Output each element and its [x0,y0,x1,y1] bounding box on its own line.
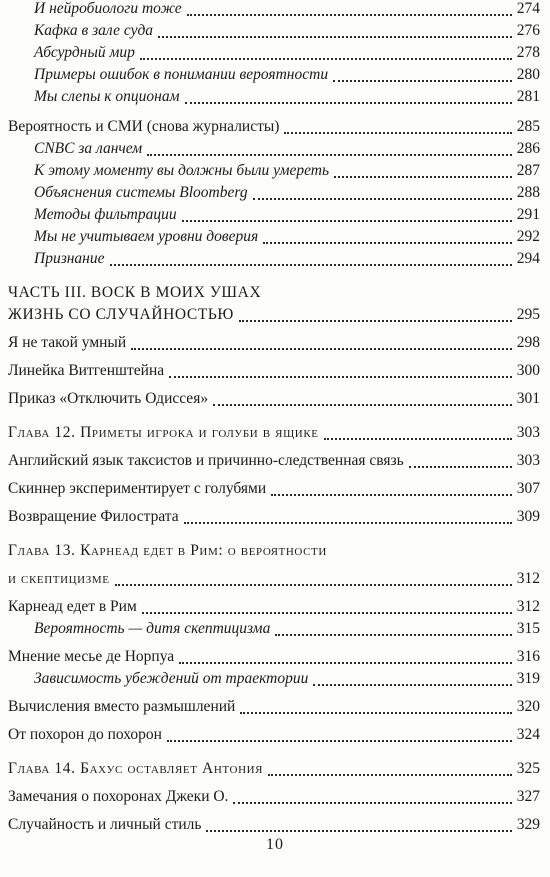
toc-entry [0,388,550,410]
toc-subsection-title: Мы слепы к опционам [34,86,183,108]
toc-entry [0,758,550,780]
toc-subsection-title: Признание [34,248,108,270]
toc-entry [0,0,550,20]
toc-subsection-title: CNBC за ланчем [34,138,145,160]
dot-leader [334,176,512,178]
dot-leader [187,14,512,16]
toc-entry [0,304,550,326]
toc-entry [0,786,550,808]
dot-leader [169,376,512,378]
dot-leader [233,802,511,804]
dot-leader [158,36,512,38]
toc-page-number: 301 [514,388,540,410]
toc-section-title: Скиннер экспериментирует с голубями [8,478,269,500]
toc-subsection-title: Мы не учитываем уровни доверия [34,226,261,248]
toc-section-title: Возвращение Филострата [8,506,182,528]
dot-leader [184,522,512,524]
dot-leader [263,242,512,244]
toc-entry [0,138,550,160]
dot-leader [271,494,512,496]
dot-leader [213,404,512,406]
toc-page-number: 276 [514,20,540,42]
dot-leader [185,102,512,104]
toc-section-title: Английский язык таксистов и причинно-следственная связь [8,450,407,472]
dot-leader [131,348,512,350]
toc-entry [0,332,550,354]
dot-leader [206,830,511,832]
toc-chapter-title: Глава 12. Приметы игрока и голуби в ящике [8,422,322,444]
toc-entry [0,540,550,562]
dot-leader [147,154,512,156]
toc-entry [0,160,550,182]
toc-subsection-title: К этому моменту вы должны были умереть [34,160,332,182]
toc-entry [0,248,550,270]
dot-leader [115,584,512,586]
dot-leader [142,612,512,614]
toc-entry [0,204,550,226]
toc-entry [0,360,550,382]
toc-section-title: Линейка Витгенштейна [8,360,167,382]
toc-entry [0,618,550,640]
dot-leader [240,712,511,714]
toc-section-title: Случайность и личный стиль [8,814,204,836]
toc-page-number: 320 [514,696,540,718]
toc-subsection-title: Зависимость убеждений от траектории [34,668,311,690]
toc-entry [0,42,550,64]
page-number: 10 [266,836,284,853]
dot-leader [140,58,512,60]
toc-page-number: 292 [514,226,540,248]
dot-leader [324,438,512,440]
dot-leader [182,220,512,222]
toc-page-number: 325 [514,758,540,780]
dot-leader [110,264,512,266]
toc-page-number: 298 [514,332,540,354]
dot-leader [313,684,511,686]
toc-page-number: 285 [514,116,540,138]
toc-section-title: От похорон до похорон [8,724,165,746]
toc-page-number: 274 [514,0,540,20]
toc-entry [0,646,550,668]
toc-entry [0,596,550,618]
toc-subsection-title: Методы фильтрации [34,204,180,226]
toc-subsection-title: И нейробиологи тоже [34,0,185,20]
toc-page-number: 281 [514,86,540,108]
toc-entry [0,182,550,204]
toc-page-number: 307 [514,478,540,500]
dot-leader [253,198,512,200]
toc-page-number: 312 [514,568,540,590]
toc-subsection-title: Абсурдный мир [34,42,138,64]
toc-page-number: 280 [514,64,540,86]
toc-section-title: Мнение месье де Норпуа [8,646,177,668]
toc-entry [0,422,550,444]
toc-page-number: 316 [514,646,540,668]
toc-subsection-title: Объяснения системы Bloomberg [34,182,251,204]
toc-page-number: 327 [514,786,540,808]
toc-entry [0,226,550,248]
dot-leader [268,774,512,776]
toc-subsection-title: Кафка в зале суда [34,20,156,42]
toc-page-number: 295 [514,304,540,326]
dot-leader [239,320,512,322]
dot-leader [333,80,512,82]
toc-entry [0,478,550,500]
dot-leader [409,466,512,468]
toc-section-title: Приказ «Отключить Одиссея» [8,388,211,410]
toc-page-number: 300 [514,360,540,382]
toc-page-number: 312 [514,596,540,618]
toc-page-number: 291 [514,204,540,226]
toc-part-title: ЖИЗНЬ СО СЛУЧАЙНОСТЬЮ [8,304,237,326]
toc-page-number: 286 [514,138,540,160]
toc-entry [0,450,550,472]
toc-page-number: 288 [514,182,540,204]
toc-section-title: Карнеад едет в Рим [8,596,140,618]
toc-section-title: Я не такой умный [8,332,129,354]
toc-section-title: Вычисления вместо размышлений [8,696,238,718]
toc-page-number: 329 [514,814,540,836]
toc-chapter-title: Глава 14. Бахус оставляет Антония [8,758,266,780]
toc-section-title: Замечания о похоронах Джеки О. [8,786,231,808]
toc-page-number: 319 [514,668,540,690]
toc-subsection-title: Примеры ошибок в понимании вероятности [34,64,331,86]
toc-entry [0,64,550,86]
toc-entry [0,86,550,108]
toc-chapter-title: и скептицизме [8,568,113,590]
toc-entry [0,724,550,746]
toc-entry [0,116,550,138]
toc-part-title: ЧАСТЬ III. ВОСК В МОИХ УШАХ [8,282,264,304]
toc-entry [0,568,550,590]
toc-entry [0,506,550,528]
toc-subsection-title: Вероятность — дитя скептицизма [34,618,273,640]
dot-leader [284,132,511,134]
dot-leader [167,740,512,742]
toc-page-number: 324 [514,724,540,746]
toc-page-number: 309 [514,506,540,528]
toc-entry [0,814,550,836]
toc-page-number: 287 [514,160,540,182]
toc-entry [0,282,550,304]
dot-leader [275,634,511,636]
toc-page-number: 315 [514,618,540,640]
toc-page-number: 294 [514,248,540,270]
toc-chapter-title: Глава 13. Карнеад едет в Рим: о вероятности [8,540,330,562]
toc-entry [0,668,550,690]
toc-entry [0,696,550,718]
dot-leader [179,662,512,664]
toc-page-number: 278 [514,42,540,64]
toc-entry [0,20,550,42]
toc-section-title: Вероятность и СМИ (снова журналисты) [8,116,282,138]
toc-page-number: 303 [514,422,540,444]
toc-page-number: 303 [514,450,540,472]
